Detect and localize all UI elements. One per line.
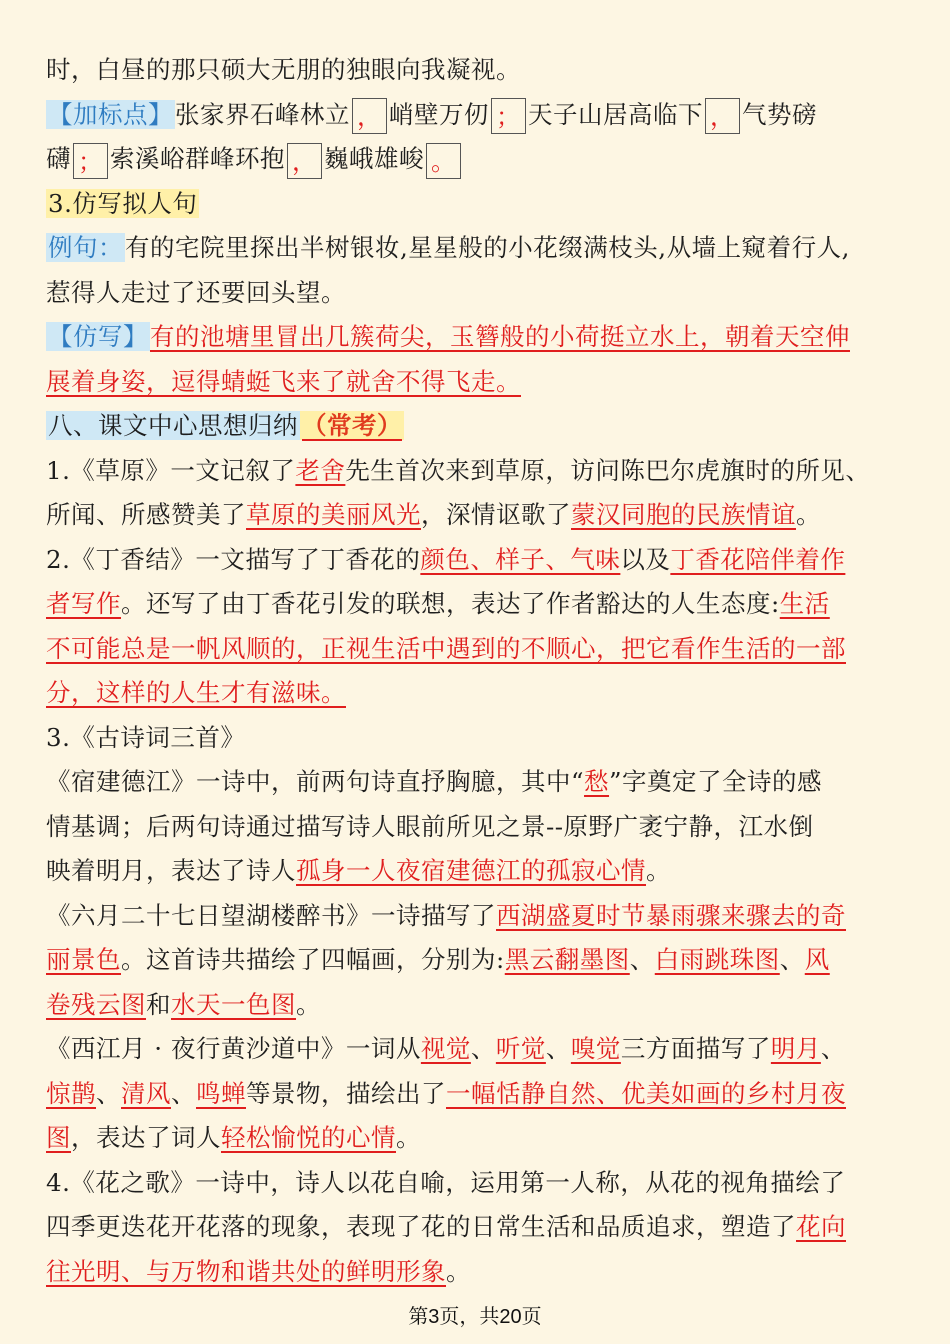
summary-line [46,716,906,761]
answer-text: 明月 [770,1034,821,1063]
answer-text: 愁 [584,767,610,796]
summary-line [46,582,906,627]
answer-text: 卷残云图 [46,989,146,1019]
summary-line [46,493,906,538]
summary-line [46,805,906,850]
text: 。 [796,500,821,529]
imitation-tag: 【仿写】 [48,322,148,351]
answer-text: 展着身姿，逗得蜻蜓飞来了就舍不得飞走。 [46,366,521,396]
text: 有的宅院里探出半树银妆,星星般的小花缀满枝头,从墙上窥着行人, [125,233,850,262]
summary-line [46,760,906,805]
answer-text: 花向 [796,1212,846,1241]
text: 3.《古诗词三首》 [46,722,246,752]
example-tag: 例句： [48,233,123,262]
answer-text: 一幅恬静自然、优美如画的乡村月夜 [446,1078,846,1108]
answer-text: 有的池塘里冒出几簇荷尖，玉簪般的小荷挺立水上，朝着天空伸 [150,322,850,351]
example-line [46,226,906,271]
answer-text: 清风 [121,1078,171,1108]
text: 峭壁万仞 [389,99,489,129]
page-number: 第3页，共20页 [408,1306,542,1328]
text: 气势磅 [742,99,817,129]
text-line [46,48,906,93]
heading-text: 3.仿写拟人句 [48,188,198,218]
text: 映着明月，表达了诗人 [46,856,296,885]
answer-text: 白雨跳珠图 [654,945,780,974]
summary-line [46,538,906,583]
text: 三方面描写了 [620,1034,771,1063]
text: 《宿建德江》一诗中，前两句诗直抒胸臆，其中“ [46,767,585,796]
text: 。 [296,989,321,1019]
text: 、 [470,1034,496,1063]
summary-line [46,1116,906,1161]
text: 。 [396,1123,421,1152]
answer-text: 惊鹊 [46,1078,96,1108]
text: 、 [820,1034,846,1063]
summary-line [46,894,906,939]
text: 、 [629,945,655,974]
text: 和 [146,989,171,1019]
summary-line [46,849,906,894]
text: 、 [545,1034,571,1063]
answer-text: 往光明、与万物和谐共处的鲜明形象 [46,1256,446,1286]
answer-text: 鸣蝉 [196,1078,246,1108]
frequent-tag: （常考） [302,411,402,440]
answer-text: 听觉 [495,1034,546,1063]
summary-line [46,938,906,983]
answer-text: 者写作 [46,589,121,618]
summary-line [46,1072,906,1117]
answer-text: 轻松愉悦的心情 [221,1123,396,1152]
text: 等景物，描绘出了 [246,1078,446,1108]
text: ，表达了词人 [71,1123,221,1152]
answer-text: 生活 [779,589,830,618]
summary-line [46,1027,906,1072]
text: 。 [646,856,671,885]
answer-text: 分，这样的人生才有滋味。 [46,678,346,707]
answer-text: 蒙汉同胞的民族情谊 [571,500,796,529]
answer-text: 孤身一人夜宿建德江的孤寂心情 [296,856,646,885]
document-page [46,48,906,1294]
answer-text: 老舍 [295,455,346,485]
text: 、 [779,945,805,974]
summary-line [46,671,906,716]
text: 2.《丁香结》一文描写了丁香花的 [46,544,421,574]
text: 《西江月 · 夜行黄沙道中》一词从 [46,1034,421,1063]
text: 。还写了由丁香花引发的联想，表达了作者豁达的人生态度: [121,589,780,618]
text: ，深情讴歌了 [421,500,571,529]
answer-blank: ， [287,143,322,179]
text: 。 [446,1256,471,1286]
punctuation-exercise-line [46,93,906,138]
section-heading [46,182,906,227]
text: 、 [171,1078,196,1108]
text: 所闻、所感赞美了 [46,500,246,529]
answer-text: 不可能总是一帆风顺的，正视生活中遇到的不顺心，把它看作生活的一部 [46,633,846,663]
text: 《六月二十七日望湖楼醉书》一诗描写了 [46,900,496,930]
answer-text: 风 [804,945,830,974]
text: 时，白昼的那只硕大无朋的独眼向我凝视。 [46,55,521,84]
answer-text: 图 [46,1123,71,1152]
answer-blank: ； [73,143,108,179]
text: 情基调；后两句诗通过描写诗人眼前所见之景--原野广袤宁静，江水倒 [46,811,814,841]
text: 惹得人走过了还要回头望。 [46,277,346,307]
summary-line [46,1161,906,1206]
text: 礴 [46,144,71,173]
summary-line [46,627,906,672]
answer-text: 水天一色图 [171,989,296,1019]
answer-text: 嗅觉 [570,1034,621,1063]
heading-text: 八、课文中心思想归纳 [48,411,298,440]
answer-text: 丁香花陪伴着作 [670,544,846,574]
text: 天子山居高临下 [528,99,703,129]
text: 张家界石峰林立 [175,99,350,129]
answer-text: 丽景色 [46,945,121,974]
text: 4.《花之歌》一诗中，诗人以花自喻，运用第一人称，从花的视角描绘了 [46,1167,846,1197]
text: 1.《草原》一文记叙了 [46,455,296,485]
answer-blank: ， [705,98,740,134]
answer-text: 草原的美丽风光 [246,500,421,529]
summary-line [46,449,906,494]
answer-blank: ， [352,98,387,134]
answer-blank: 。 [426,143,461,179]
punctuation-exercise-line [46,137,906,182]
imitation-line [46,360,906,405]
example-line [46,271,906,316]
answer-text: 黑云翻墨图 [504,945,630,974]
text: 、 [96,1078,121,1108]
summary-line [46,1250,906,1295]
summary-line [46,1205,906,1250]
imitation-line [46,315,906,360]
text: 巍峨雄峻 [324,144,424,173]
summary-line [46,983,906,1028]
answer-text: 颜色、样子、气味 [420,544,621,574]
answer-text: 视觉 [420,1034,471,1063]
text: 。这首诗共描绘了四幅画，分别为: [121,945,505,974]
text: 索溪峪群峰环抱 [110,144,285,173]
punctuation-tag: 【加标点】 [48,99,173,129]
text: 以及 [620,544,671,574]
answer-text: 西湖盛夏时节暴雨骤来骤去的奇 [496,900,846,930]
text: 先生首次来到草原，访问陈巴尔虎旗时的所见、 [345,455,871,485]
text: ”字奠定了全诗的感 [609,767,823,796]
section-heading [46,404,906,449]
answer-blank: ； [491,98,526,134]
text: 四季更迭花开花落的现象，表现了花的日常生活和品质追求，塑造了 [46,1212,796,1241]
